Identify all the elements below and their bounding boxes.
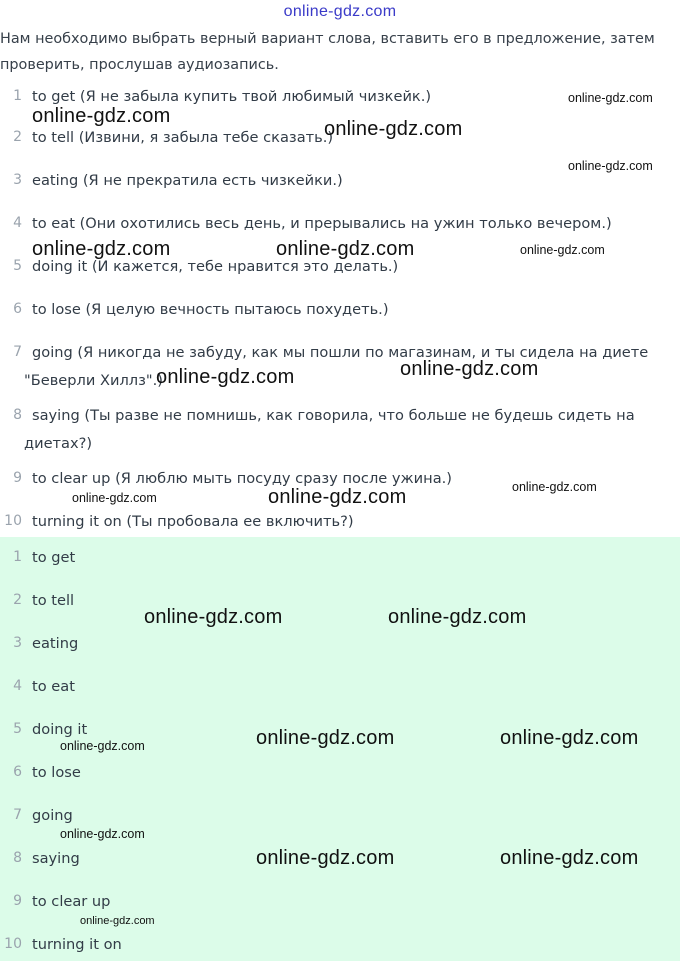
watermark: online-gdz.com [60,827,145,841]
watermark: online-gdz.com [144,606,283,628]
watermark: online-gdz.com [568,159,653,173]
item-text-continuation: "Беверли Хиллз".) [24,372,163,389]
watermark: online-gdz.com [72,491,157,505]
task-instructions: Нам необходимо выбрать верный вариант слова, вставить его в предложение, затем проверить, прослушав аудиозапись. [0,31,655,73]
answer-text: doing it [32,721,88,738]
site-header-link[interactable]: online-gdz.com [283,3,397,20]
watermark: online-gdz.com [80,915,155,927]
item-text: going (Я никогда не забуду, как мы пошли по магазинам, и ты сидела на диете [32,344,649,361]
item-text: doing it (И кажется, тебе нравится это делать.) [32,258,399,275]
item-number: 4 [13,678,22,694]
watermark: online-gdz.com [60,739,145,753]
item-number: 8 [13,407,22,423]
item-number: 2 [13,592,22,608]
answer-text: to lose [32,764,81,781]
watermark: online-gdz.com [156,366,295,388]
item-number: 4 [13,215,22,231]
watermark: online-gdz.com [400,358,539,380]
watermark: online-gdz.com [520,243,605,257]
item-text: to clear up (Я люблю мыть посуду сразу после ужина.) [32,470,452,487]
answer-text: turning it on [32,936,122,953]
item-number: 3 [13,635,22,651]
item-number: 9 [13,470,22,486]
answer-text: to eat [32,678,75,695]
watermark: online-gdz.com [500,847,639,869]
item-number: 8 [13,850,22,866]
answer-text: eating [32,635,79,652]
watermark: online-gdz.com [32,105,171,127]
watermark: online-gdz.com [568,91,653,105]
item-text: eating (Я не прекратила есть чизкейки.) [32,172,343,189]
watermark: online-gdz.com [276,238,415,260]
item-number: 6 [13,764,22,780]
watermark: online-gdz.com [388,606,527,628]
answer-text: to get [32,549,76,566]
item-number: 1 [13,549,22,565]
watermark: online-gdz.com [324,118,463,140]
watermark: online-gdz.com [500,727,639,749]
item-number: 3 [13,172,22,188]
answer-text: saying [32,850,80,867]
item-number: 5 [13,258,22,274]
item-text-continuation: диетах?) [24,435,93,452]
item-text: to tell (Извини, я забыла тебе сказать.) [32,129,334,146]
answer-text: to clear up [32,893,111,910]
item-text: saying (Ты разве не помнишь, как говорила, что больше не будешь сидеть на [32,407,635,424]
item-number: 6 [13,301,22,317]
item-text: to eat (Они охотились весь день, и прерывались на ужин только вечером.) [32,215,612,232]
item-number: 7 [13,807,22,823]
watermark: online-gdz.com [256,847,395,869]
item-number: 10 [4,513,22,529]
item-number: 9 [13,893,22,909]
item-number: 1 [13,88,22,104]
item-number: 10 [4,936,22,952]
watermark: online-gdz.com [512,480,597,494]
item-text: to lose (Я целую вечность пытаюсь похудеть.) [32,301,389,318]
answer-text: going [32,807,73,824]
item-number: 2 [13,129,22,145]
item-text: to get (Я не забыла купить твой любимый чизкейк.) [32,88,432,105]
item-number: 7 [13,344,22,360]
answer-text: to tell [32,592,75,609]
item-number: 5 [13,721,22,737]
item-text: turning it on (Ты пробовала ее включить?) [32,513,354,530]
watermark: online-gdz.com [32,238,171,260]
watermark: online-gdz.com [268,486,407,508]
watermark: online-gdz.com [256,727,395,749]
